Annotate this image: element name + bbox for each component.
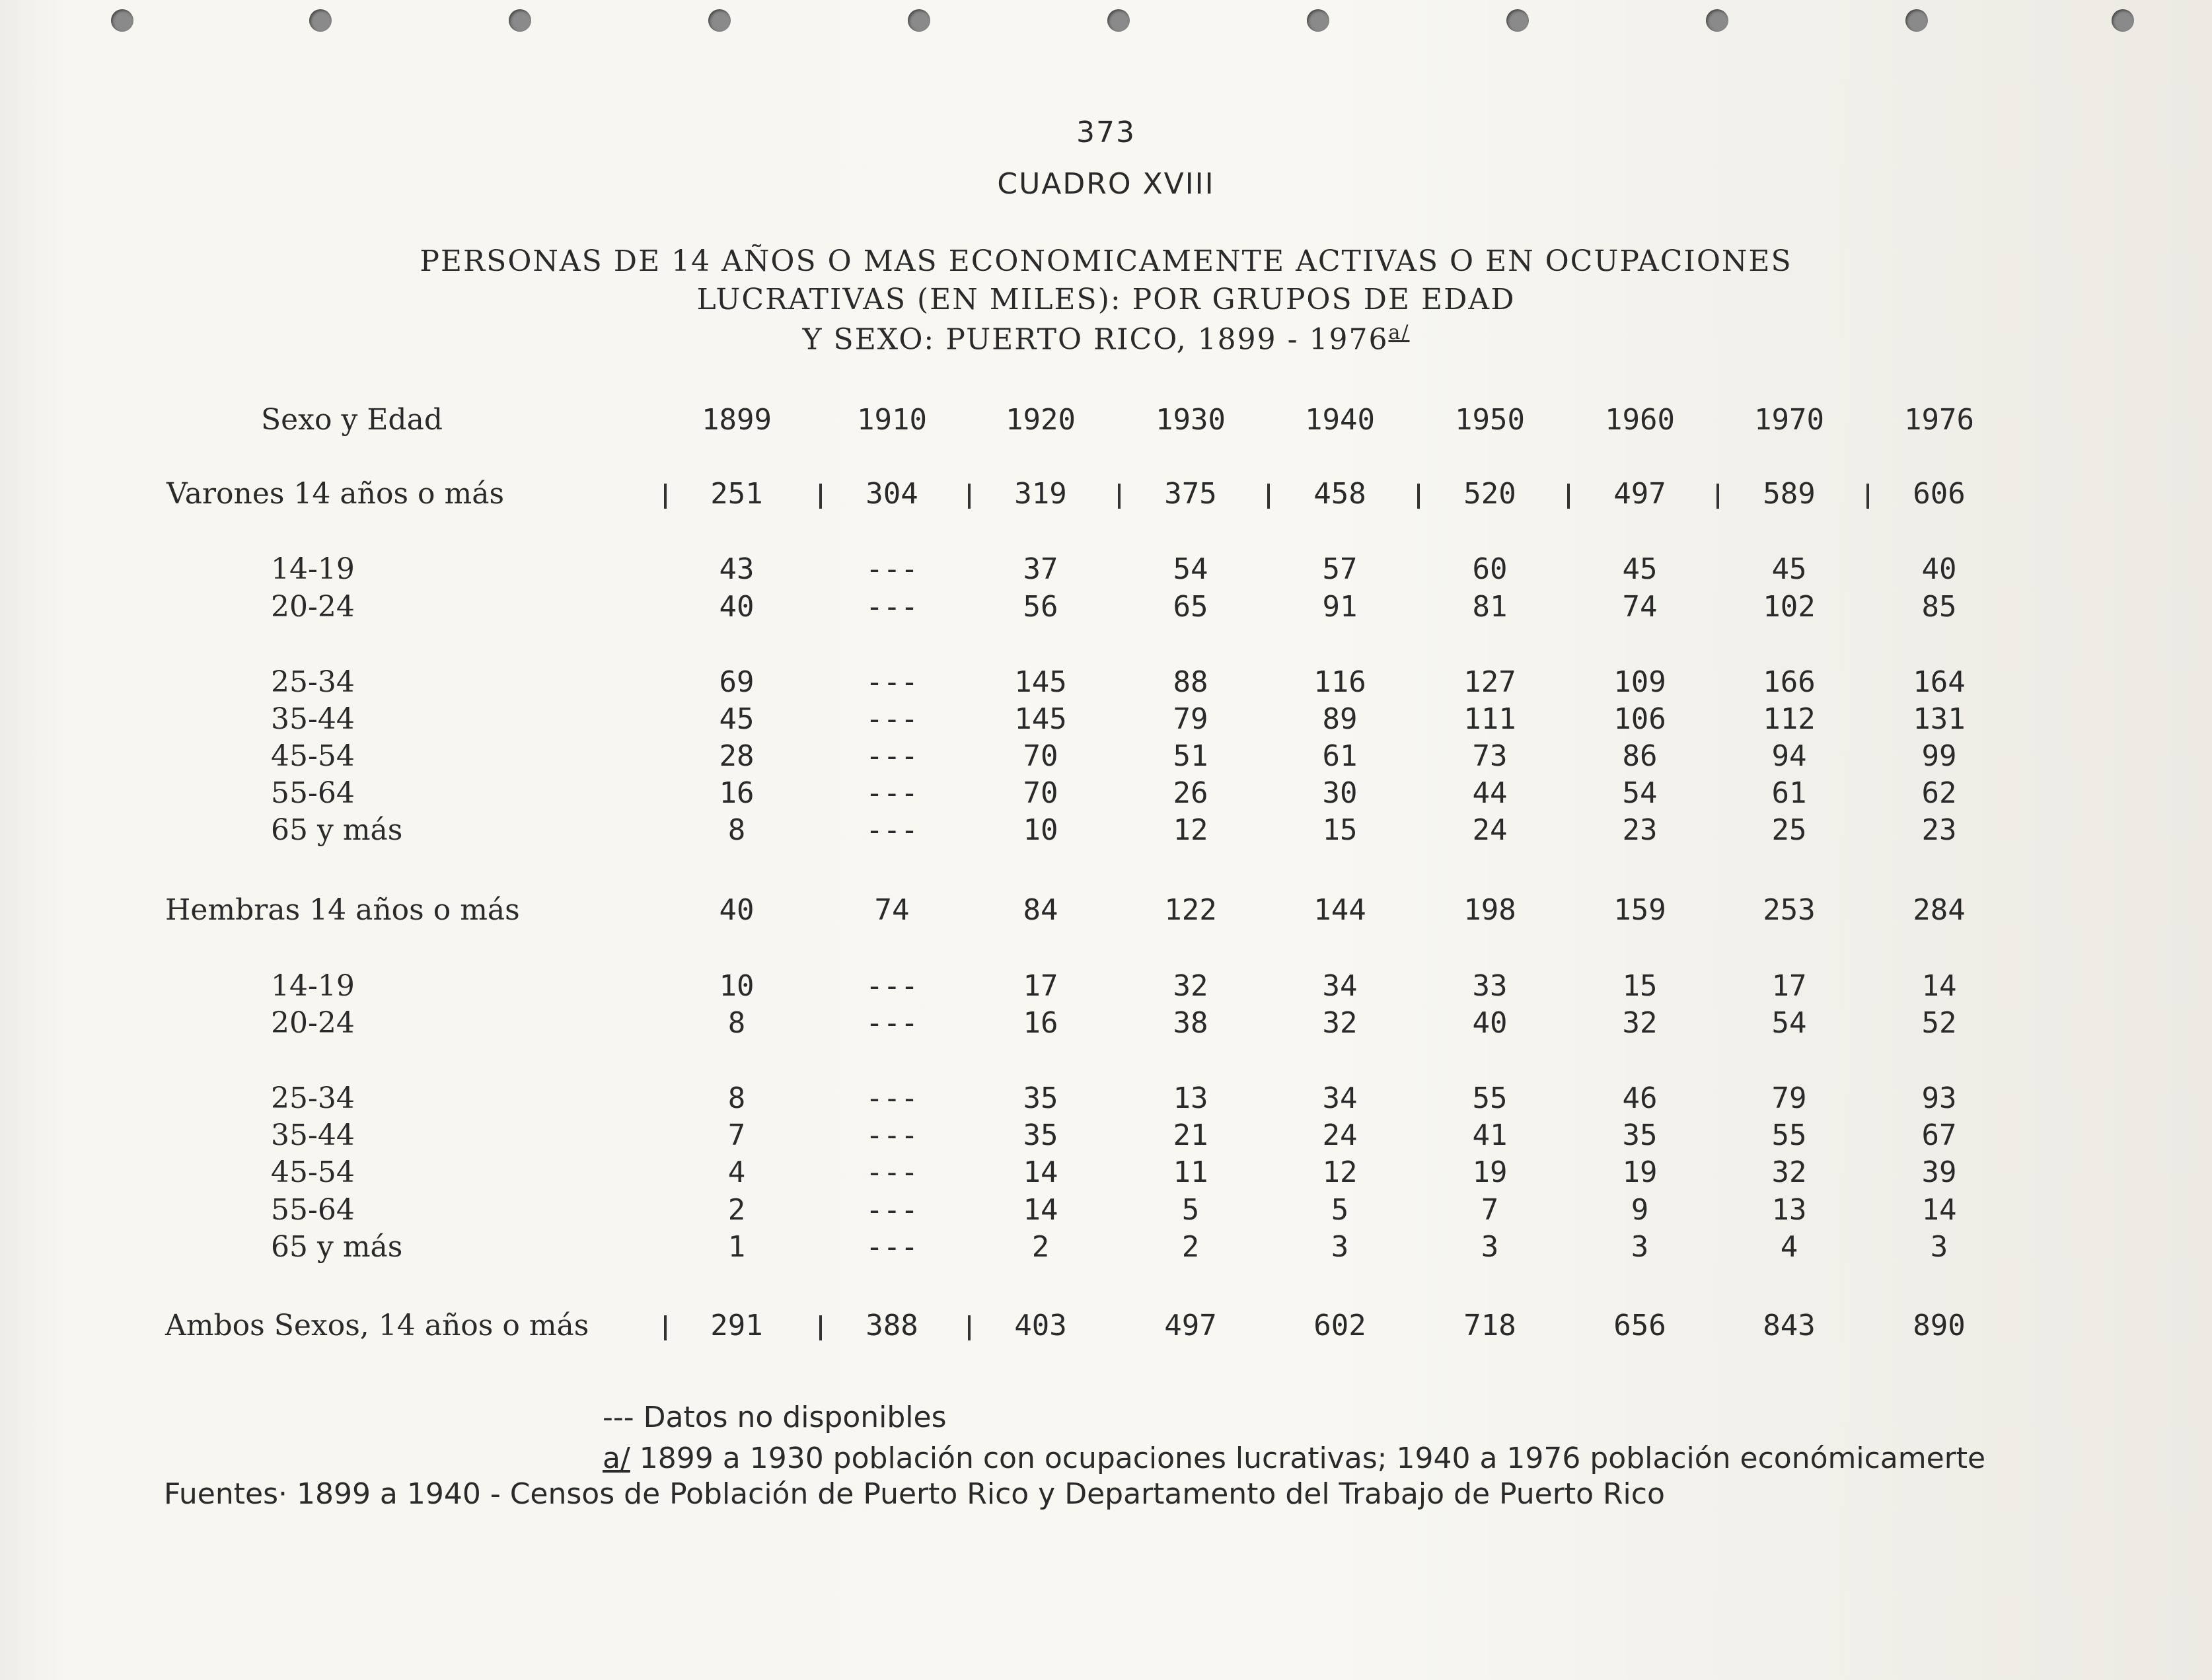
binder-hole-icon [1107, 9, 1130, 32]
table-cell: 17 [1023, 969, 1058, 1003]
row-label: 25-34 [271, 1081, 355, 1115]
table-cell: 46 [1622, 1081, 1658, 1115]
table-cell: 23 [1622, 813, 1658, 847]
table-row [0, 1193, 2212, 1233]
table-cell: 319 [1014, 477, 1067, 511]
table-cell: 24 [1322, 1118, 1358, 1152]
binder-hole-icon [309, 9, 332, 32]
binder-hole-icon [2112, 9, 2134, 32]
table-cell: 4 [1780, 1230, 1798, 1264]
table-cell: 403 [1014, 1309, 1067, 1342]
table-cell: 253 [1763, 893, 1816, 927]
table-cell: 56 [1023, 590, 1058, 624]
binder-hole-icon [708, 9, 731, 32]
footnote [603, 1442, 1985, 1475]
table-cell: --- [866, 552, 918, 586]
table-cell: 55 [1771, 1118, 1807, 1152]
table-row [0, 813, 2212, 853]
table-cell: 28 [719, 739, 755, 773]
table-cell: 520 [1463, 477, 1516, 511]
table-cell: 145 [1014, 665, 1067, 699]
table-cell: 12 [1173, 813, 1208, 847]
table-cell: 127 [1463, 665, 1516, 699]
binder-hole-icon [1506, 9, 1529, 32]
table-cell: 106 [1613, 702, 1666, 736]
table-cell: 85 [1921, 590, 1957, 624]
separator-bar [1417, 484, 1420, 509]
table-cell: 45 [1771, 552, 1807, 586]
page-number: 373 [1076, 116, 1136, 149]
row-label: 65 y más [271, 1230, 403, 1264]
table-cell: --- [866, 1230, 918, 1264]
table-cell: 65 [1173, 590, 1208, 624]
separator-bar [968, 484, 971, 509]
table-cell: 388 [866, 1309, 918, 1342]
table-cell: 843 [1763, 1309, 1816, 1342]
table-cell: 41 [1472, 1118, 1508, 1152]
table-cell: 4 [727, 1155, 746, 1189]
table-cell: 45 [719, 702, 755, 736]
table-cell: 11 [1173, 1155, 1208, 1189]
separator-bar [664, 484, 667, 509]
table-cell: 34 [1322, 1081, 1358, 1115]
table-cell: 159 [1613, 893, 1666, 927]
table-cell: 45 [1622, 552, 1658, 586]
separator-bar [1267, 484, 1270, 509]
table-cell: 116 [1313, 665, 1366, 699]
table-cell: 2 [1181, 1230, 1200, 1264]
separator-bar [1716, 484, 1719, 509]
table-cell: 144 [1313, 893, 1366, 927]
table-cell: 38 [1173, 1006, 1208, 1040]
table-cell: 109 [1613, 665, 1666, 699]
table-cell: 15 [1622, 969, 1658, 1003]
table-cell: 7 [1481, 1193, 1499, 1227]
table-cell: 67 [1921, 1118, 1957, 1152]
separator-bar [819, 484, 822, 509]
table-cell: 57 [1322, 552, 1358, 586]
table-cell: 15 [1322, 813, 1358, 847]
table-cell: 73 [1472, 739, 1508, 773]
table-cell: 606 [1913, 477, 1966, 511]
row-label: 14-19 [271, 552, 355, 586]
table-cell: 61 [1771, 776, 1807, 810]
table-cell: 656 [1613, 1309, 1666, 1342]
table-cell: --- [866, 813, 918, 847]
table-cell: 54 [1622, 776, 1658, 810]
table-cell: 34 [1322, 969, 1358, 1003]
table-header-row [0, 403, 2212, 443]
year-header: 1960 [1605, 403, 1675, 437]
table-cell: 198 [1463, 893, 1516, 927]
table-cell: 13 [1771, 1193, 1807, 1227]
table-cell: 19 [1622, 1155, 1658, 1189]
table-cell: 70 [1023, 776, 1058, 810]
table-cell: 111 [1463, 702, 1516, 736]
table-cell: 102 [1763, 590, 1816, 624]
table-cell: --- [866, 1118, 918, 1152]
year-header: 1970 [1754, 403, 1824, 437]
column-header-label: Sexo y Edad [261, 403, 443, 437]
binder-hole-icon [509, 9, 531, 32]
table-cell: --- [866, 665, 918, 699]
table-cell: 112 [1763, 702, 1816, 736]
row-label: 45-54 [271, 739, 355, 773]
table-cell: 39 [1921, 1155, 1957, 1189]
table-cell: 890 [1913, 1309, 1966, 1342]
table-cell: 35 [1023, 1118, 1058, 1152]
row-label: Hembras 14 años o más [165, 893, 520, 927]
year-header: 1920 [1006, 403, 1076, 437]
table-cell: 5 [1181, 1193, 1200, 1227]
table-cell: 8 [727, 1006, 746, 1040]
table-cell: --- [866, 1081, 918, 1115]
year-header: 1910 [857, 403, 927, 437]
table-cell: 40 [1472, 1006, 1508, 1040]
table-row [0, 702, 2212, 742]
table-cell: 40 [719, 893, 755, 927]
table-cell: 10 [719, 969, 755, 1003]
sources-note: Fuentes· 1899 a 1940 - Censos de Población de Puerto Rico y Departamento del Trabajo de Puerto Rico [164, 1477, 1665, 1511]
table-cell: 497 [1164, 1309, 1217, 1342]
table-cell: 60 [1472, 552, 1508, 586]
separator-bar [819, 1315, 822, 1340]
table-cell: 52 [1921, 1006, 1957, 1040]
table-cell: 32 [1622, 1006, 1658, 1040]
table-cell: 3 [1631, 1230, 1649, 1264]
table-cell: 458 [1313, 477, 1366, 511]
table-cell: 1 [727, 1230, 746, 1264]
table-row [0, 665, 2212, 705]
table-cell: 23 [1921, 813, 1957, 847]
table-cell: 26 [1173, 776, 1208, 810]
table-cell: 2 [727, 1193, 746, 1227]
binder-hole-icon [1905, 9, 1928, 32]
table-cell: 89 [1322, 702, 1358, 736]
row-label: 14-19 [271, 969, 355, 1003]
row-label: 35-44 [271, 702, 355, 736]
table-cell: 74 [1622, 590, 1658, 624]
binder-hole-icon [1307, 9, 1329, 32]
not-available-note: --- Datos no disponibles [603, 1401, 947, 1434]
table-cell: 375 [1164, 477, 1217, 511]
table-cell: 62 [1921, 776, 1957, 810]
table-cell: 3 [1331, 1230, 1349, 1264]
year-header: 1950 [1455, 403, 1525, 437]
table-cell: 145 [1014, 702, 1067, 736]
table-cell: 12 [1322, 1155, 1358, 1189]
separator-bar [968, 1315, 971, 1340]
table-cell: 24 [1472, 813, 1508, 847]
table-cell: 14 [1921, 969, 1957, 1003]
table-cell: 21 [1173, 1118, 1208, 1152]
separator-bar [1118, 484, 1121, 509]
table-cell: 602 [1313, 1309, 1366, 1342]
table-cell: 35 [1622, 1118, 1658, 1152]
table-cell: 14 [1023, 1155, 1058, 1189]
table-cell: 61 [1322, 739, 1358, 773]
separator-bar [1567, 484, 1570, 509]
table-cell: 93 [1921, 1081, 1957, 1115]
table-cell: 51 [1173, 739, 1208, 773]
binder-hole-icon [111, 9, 133, 32]
row-label: 65 y más [271, 813, 403, 847]
table-cell: 54 [1771, 1006, 1807, 1040]
row-label: 45-54 [271, 1155, 355, 1189]
table-cell: 17 [1771, 969, 1807, 1003]
table-cell: 70 [1023, 739, 1058, 773]
table-cell: 8 [727, 813, 746, 847]
table-cell: 497 [1613, 477, 1666, 511]
table-cell: 14 [1023, 1193, 1058, 1227]
table-cell: 122 [1164, 893, 1217, 927]
table-cell: 589 [1763, 477, 1816, 511]
table-row [0, 1155, 2212, 1195]
table-cell: 32 [1322, 1006, 1358, 1040]
table-cell: --- [866, 1193, 918, 1227]
separator-bar [1866, 484, 1869, 509]
table-cell: 3 [1481, 1230, 1499, 1264]
table-cell: 35 [1023, 1081, 1058, 1115]
table-row [0, 552, 2212, 592]
row-label: 35-44 [271, 1118, 355, 1152]
table-cell: 55 [1472, 1081, 1508, 1115]
table-row [0, 969, 2212, 1009]
table-row [0, 739, 2212, 779]
table-cell: 43 [719, 552, 755, 586]
table-cell: 8 [727, 1081, 746, 1115]
table-cell: 79 [1771, 1081, 1807, 1115]
year-header: 1940 [1305, 403, 1375, 437]
table-cell: --- [866, 590, 918, 624]
year-header: 1930 [1156, 403, 1226, 437]
footnote-mark: a/ [603, 1442, 630, 1475]
table-cell: 251 [710, 477, 763, 511]
table-cell: 16 [1023, 1006, 1058, 1040]
binder-hole-icon [1706, 9, 1728, 32]
table-cell: 2 [1031, 1230, 1050, 1264]
table-cell: --- [866, 1006, 918, 1040]
table-row [0, 893, 2212, 933]
table-row [0, 1309, 2212, 1348]
table-cell: 33 [1472, 969, 1508, 1003]
table-cell: 14 [1921, 1193, 1957, 1227]
table-row [0, 1006, 2212, 1046]
table-cell: 25 [1771, 813, 1807, 847]
table-cell: 44 [1472, 776, 1508, 810]
table-cell: --- [866, 969, 918, 1003]
table-cell: 13 [1173, 1081, 1208, 1115]
table-cell: 5 [1331, 1193, 1349, 1227]
table-cell: --- [866, 702, 918, 736]
table-row [0, 776, 2212, 816]
table-cell: 40 [1921, 552, 1957, 586]
table-cell: --- [866, 1155, 918, 1189]
table-cell: 284 [1913, 893, 1966, 927]
row-label: 25-34 [271, 665, 355, 699]
table-cell: 291 [710, 1309, 763, 1342]
footnote-text: 1899 a 1930 población con ocupaciones lucrativas; 1940 a 1976 población económicamerte [639, 1442, 1986, 1475]
table-cell: 79 [1173, 702, 1208, 736]
title-line-1: PERSONAS DE 14 AÑOS O MAS ECONOMICAMENTE ACTIVAS O EN OCUPACIONES [420, 244, 1792, 278]
row-label: Ambos Sexos, 14 años o más [165, 1309, 589, 1342]
table-cell: 16 [719, 776, 755, 810]
binder-hole-icon [908, 9, 930, 32]
table-cell: 30 [1322, 776, 1358, 810]
row-label: 20-24 [271, 590, 355, 624]
table-cell: 94 [1771, 739, 1807, 773]
table-cell: 3 [1930, 1230, 1948, 1264]
table-cell: 84 [1023, 893, 1058, 927]
table-cell: 91 [1322, 590, 1358, 624]
year-header: 1899 [702, 403, 772, 437]
table-cell: 19 [1472, 1155, 1508, 1189]
table-cell: 10 [1023, 813, 1058, 847]
table-cell: 54 [1173, 552, 1208, 586]
table-cell: 69 [719, 665, 755, 699]
row-label: 20-24 [271, 1006, 355, 1040]
title-line-2: LUCRATIVAS (EN MILES): POR GRUPOS DE EDAD [696, 283, 1516, 316]
table-cell: 99 [1921, 739, 1957, 773]
table-cell: 131 [1913, 702, 1966, 736]
row-label: 55-64 [271, 776, 355, 810]
table-id: CUADRO XVIII [997, 167, 1215, 201]
table-cell: 9 [1631, 1193, 1649, 1227]
year-header: 1976 [1904, 403, 1974, 437]
row-label: Varones 14 años o más [166, 477, 505, 511]
table-cell: 74 [874, 893, 910, 927]
title-line-3: Y SEXO: PUERTO RICO, 1899 - 1976 [802, 322, 1389, 357]
table-cell: --- [866, 739, 918, 773]
table-cell: 81 [1472, 590, 1508, 624]
table-cell: 40 [719, 590, 755, 624]
table-cell: 718 [1463, 1309, 1516, 1342]
table-cell: 304 [866, 477, 918, 511]
table-cell: 164 [1913, 665, 1966, 699]
table-cell: --- [866, 776, 918, 810]
table-cell: 32 [1173, 969, 1208, 1003]
title-line-3-wrap [0, 321, 2212, 357]
row-label: 55-64 [271, 1193, 355, 1227]
separator-bar [664, 1315, 667, 1340]
table-cell: 32 [1771, 1155, 1807, 1189]
table-cell: 7 [727, 1118, 746, 1152]
table-cell: 86 [1622, 739, 1658, 773]
table-row [0, 590, 2212, 630]
table-row [0, 1230, 2212, 1270]
table-cell: 37 [1023, 552, 1058, 586]
table-cell: 166 [1763, 665, 1816, 699]
table-row [0, 477, 2212, 517]
title-footnote-mark: a/ [1388, 321, 1410, 344]
table-row [0, 1118, 2212, 1158]
table-cell: 88 [1173, 665, 1208, 699]
table-row [0, 1081, 2212, 1121]
